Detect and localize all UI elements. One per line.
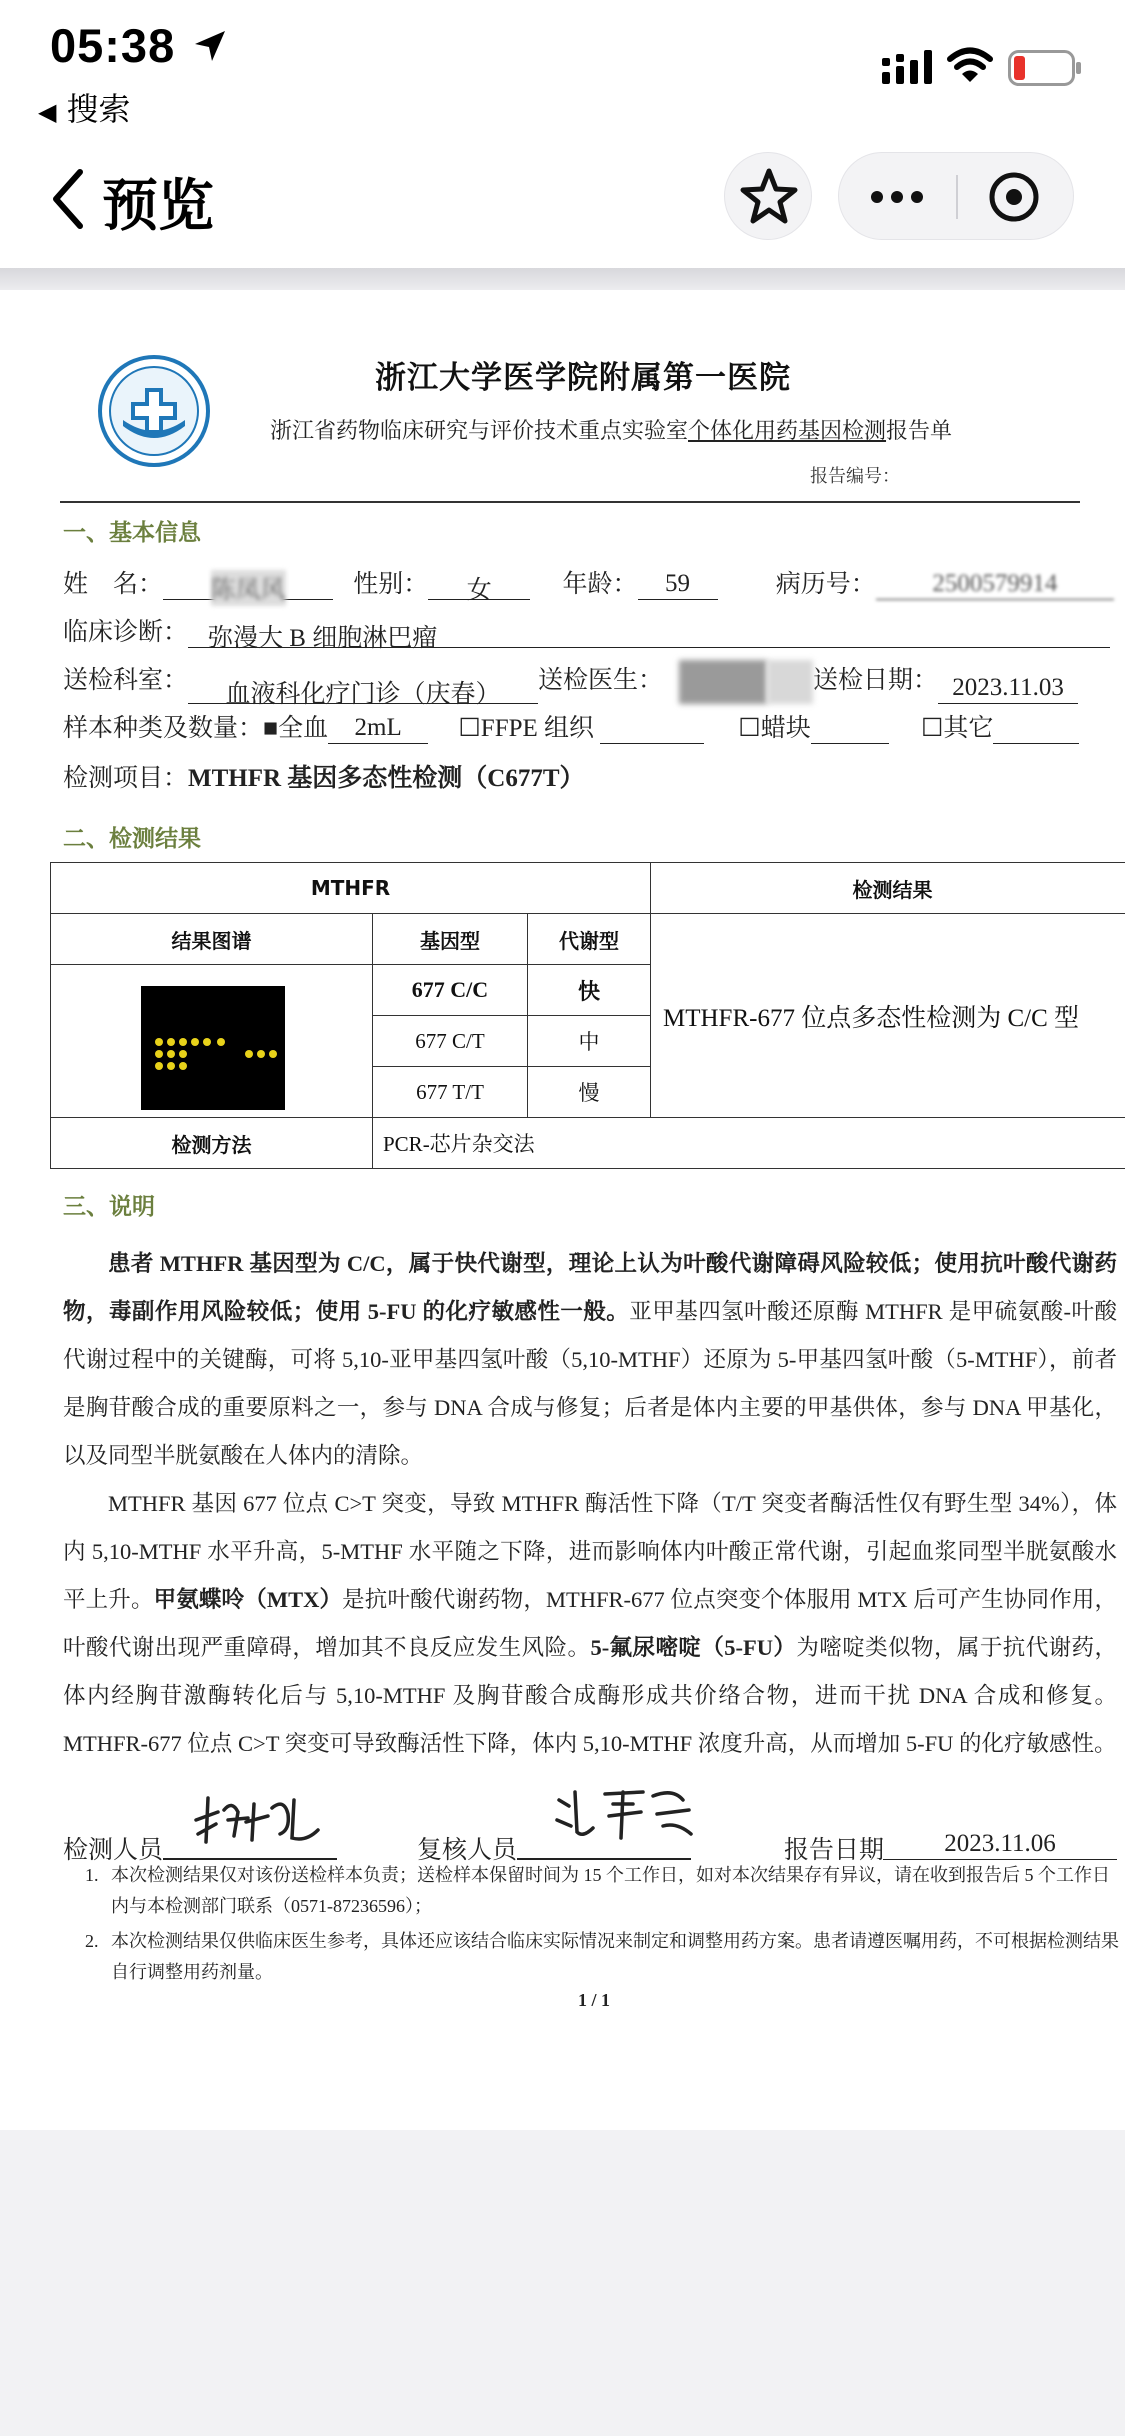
conclusion-bold: 患者 MTHFR 基因型为 C/C，属于快代谢型，理论上认为叶酸代谢障碍风险较低；使用抗叶酸代谢药物，毒副作用风险较低；使用 5-FU 的化疗敏感性一般。 (63, 1251, 1117, 1324)
back-app-label: 搜索 (66, 91, 131, 127)
capsule-divider (956, 175, 958, 219)
para1-rest: 亚甲基四氢叶酸还原酶 MTHFR 是甲硫氨酸-叶酸代谢过程中的关键酶，可将 5,10-亚甲基四氢叶酸（5,10-MTHF）还原为 5-甲基四氢叶酸（5-MTHF），前者是胸苷酸合成的重要原料之一，参与 DNA 合成与修复；后者是体内主要的甲基供体，参与 DNA 甲基化，以及同型半胱氨酸在人体内的清除。 (63, 1299, 1117, 1468)
chip-spot (245, 1050, 253, 1058)
tester-label: 检测人员 (63, 1837, 164, 1864)
date-label: 送检日期： (813, 667, 939, 694)
doctor-redacted-2 (767, 660, 813, 704)
test-item-row (63, 758, 585, 794)
sample-row (63, 708, 1079, 744)
chip-spot (155, 1050, 163, 1058)
metabolism-row-2: 中 (528, 1016, 651, 1067)
dept-row (63, 660, 1078, 709)
chip-spot (217, 1038, 225, 1046)
report-date-label: 报告日期 (784, 1837, 885, 1864)
sample-ffpe: ☐FFPE 组织 (458, 715, 595, 742)
para2-a: MTHFR 基因 677 位点 C>T 突变，导致 MTHFR 酶活性下降（T/T 突变者酶活性仅有野生型 34%），体内 5,10-MTHF 水平升高，5-MTHF 水平随之下降，进而影响体内叶酸正常代谢，引起血浆同型半胱氨酸水平上升。 (63, 1491, 1117, 1612)
test-item-label: 检测项目： (63, 765, 189, 792)
metabolism-row-1: 快 (528, 965, 651, 1016)
sample-wax-blank (811, 714, 889, 744)
gender-value: 女 (428, 570, 530, 600)
viewer-background (0, 2130, 1125, 2436)
header-divider (60, 501, 1080, 503)
subtitle-prefix: 浙江省药物临床研究与评价技术重点实验室 (270, 418, 689, 443)
footnote-1: 1. 本次检测结果仅对该份送检样本负责；送检样本保留时间为 15 个工作日，如对本次结果存有异议，请在收到报告后 5 个工作日内与本检测部门联系（0571-87236596）； (85, 1865, 1110, 1916)
chip-spot (167, 1062, 175, 1070)
diagnosis-row (63, 612, 1110, 652)
section-basic-info-title: 一、基本信息 (63, 520, 201, 546)
hospital-name: 浙江大学医学院附属第一医院 (375, 360, 791, 396)
sample-other: ☐其它 (920, 715, 994, 742)
report-subtitle (270, 414, 952, 445)
star-icon (725, 153, 813, 241)
col-genotype-header: 基因型 (373, 914, 528, 965)
para2-5fu-bold: 5-氟尿嘧啶（5-FU） (590, 1635, 797, 1660)
diagnosis-value: 弥漫大 B 细胞淋巴瘤 (188, 618, 1110, 648)
result-header: 检测结果 (651, 863, 1125, 914)
chip-image-cell (51, 965, 373, 1118)
report-document[interactable] (0, 290, 1125, 2130)
subtitle-suffix: 报告单 (886, 418, 953, 443)
gene-header: MTHFR (51, 863, 651, 914)
sample-wax: ☐蜡块 (738, 715, 811, 742)
report-date-value: 2023.11.06 (883, 1830, 1117, 1860)
tester-signature-image (188, 1790, 328, 1856)
toolbar-shadow (0, 268, 1125, 290)
battery-low-icon (1008, 50, 1082, 86)
method-value: PCR-芯片杂交法 (373, 1118, 1125, 1169)
chip-spot (167, 1038, 175, 1046)
status-time: 05:38 (50, 19, 176, 72)
back-to-app-link[interactable] (38, 84, 130, 130)
location-arrow-icon (190, 26, 230, 66)
dept-value: 血液科化疗门诊（庆春） (188, 674, 538, 704)
chip-spot (179, 1062, 187, 1070)
sample-label: 样本种类及数量： (63, 715, 264, 742)
footnotes (85, 1860, 1120, 1992)
chip-spot (155, 1062, 163, 1070)
name-value: 陈凤风 (211, 570, 286, 606)
genotype-row-3: 677 T/T (373, 1067, 528, 1118)
more-dots-icon (839, 153, 955, 241)
chip-spot (269, 1050, 277, 1058)
footnote-2-text: 本次检测结果仅供临床医生参考，具体还应该结合临床实际情况来制定和调整用药方案。患者请遵医嘱用药，不可根据检测结果自行调整用药剂量。 (111, 1931, 1119, 1982)
result-text: MTHFR-677 位点多态性检测为 C/C 型 (651, 914, 1125, 1118)
close-miniprogram-button[interactable] (959, 153, 1073, 241)
status-bar (0, 0, 1125, 140)
genotype-row-1: 677 C/C (373, 965, 528, 1016)
case-no-label: 病历号： (775, 571, 876, 598)
sample-ffpe-blank (600, 714, 704, 744)
chip-spot (203, 1038, 211, 1046)
nav-bar (0, 140, 1125, 268)
reviewer-signature-image (553, 1782, 703, 1852)
section-results-title: 二、检测结果 (63, 826, 201, 852)
age-label: 年龄： (562, 571, 638, 598)
chip-spot (257, 1050, 265, 1058)
method-label: 检测方法 (51, 1118, 373, 1169)
name-label: 姓 名： (63, 571, 164, 598)
doctor-redacted (679, 660, 767, 704)
microarray-chip-image (141, 986, 285, 1110)
miniprogram-capsule (838, 152, 1074, 240)
para2-mtx-bold: 甲氨蝶呤（MTX） (153, 1587, 343, 1612)
age-value: 59 (638, 570, 718, 600)
back-triangle-icon: ◀ (38, 99, 57, 126)
cellular-signal-icon (882, 50, 934, 84)
explanation-paragraph-1 (63, 1240, 1117, 1480)
target-close-icon (959, 153, 1073, 241)
wifi-icon (947, 46, 993, 84)
results-table (50, 862, 1125, 1169)
chip-spot (179, 1038, 187, 1046)
dept-label: 送检科室： (63, 667, 189, 694)
col-chart-header: 结果图谱 (51, 914, 373, 965)
chip-spot (155, 1038, 163, 1046)
section-notes-title: 三、说明 (63, 1194, 155, 1220)
chip-spot (179, 1050, 187, 1058)
explanation-paragraph-2 (63, 1480, 1117, 1768)
footnote-1-text: 本次检测结果仅对该份送检样本负责；送检样本保留时间为 15 个工作日，如对本次结果存有异议，请在收到报告后 5 个工作日内与本检测部门联系（0571-87236596）； (111, 1865, 1110, 1916)
report-number-label: 报告编号： (810, 466, 900, 486)
diagnosis-label: 临床诊断： (63, 619, 189, 646)
patient-row (63, 564, 1114, 604)
hospital-logo-icon (97, 354, 211, 468)
para2-c: 是抗叶酸代谢药物，MTHFR-677 位点突变个体服用 MTX 后可产生协同作用，叶酸代谢出现严重障碍，增加其不良反应发生风险。 (63, 1587, 1117, 1660)
date-value: 2023.11.03 (938, 674, 1078, 704)
metabolism-row-3: 慢 (528, 1067, 651, 1118)
chip-spot (167, 1050, 175, 1058)
sample-other-blank (993, 714, 1079, 744)
more-button[interactable] (839, 153, 955, 241)
chip-spot (191, 1038, 199, 1046)
chevron-left-icon[interactable] (48, 168, 88, 230)
para2-e: 为嘧啶类似物，属于抗代谢药，体内经胸苷激酶转化后与 5,10-MTHF 及胸苷酸合成酶形成共价络合物，进而干扰 DNA 合成和修复。MTHFR-677 位点 C>T 突变可导致酶活性下降，体内 5,10-MTHF 浓度升高，从而增加 5-FU 的化疗敏感性。 (63, 1635, 1117, 1756)
footnote-2: 2. 本次检测结果仅供临床医生参考，具体还应该结合临床实际情况来制定和调整用药方案。患者请遵医嘱用药，不可根据检测结果自行调整用药剂量。 (85, 1931, 1119, 1982)
test-item-value: MTHFR 基因多态性检测（C677T） (188, 765, 585, 792)
genotype-row-2: 677 C/T (373, 1016, 528, 1067)
case-no-value: 2500579914 (876, 570, 1114, 600)
doctor-label: 送检医生： (538, 667, 664, 694)
reviewer-label: 复核人员 (417, 1837, 518, 1864)
name-field (163, 570, 333, 604)
page-number: 1 / 1 (578, 1990, 611, 2010)
favorite-button[interactable] (724, 152, 812, 240)
signature-row (63, 1790, 1117, 1870)
gender-label: 性别： (353, 571, 429, 598)
page-title: 预览 (102, 174, 214, 239)
sample-blood: ■全血 (263, 715, 329, 742)
sample-blood-qty: 2mL (328, 714, 428, 744)
subtitle-underlined: 个体化用药基因检测 (688, 418, 887, 443)
col-metabolism-header: 代谢型 (528, 914, 651, 965)
